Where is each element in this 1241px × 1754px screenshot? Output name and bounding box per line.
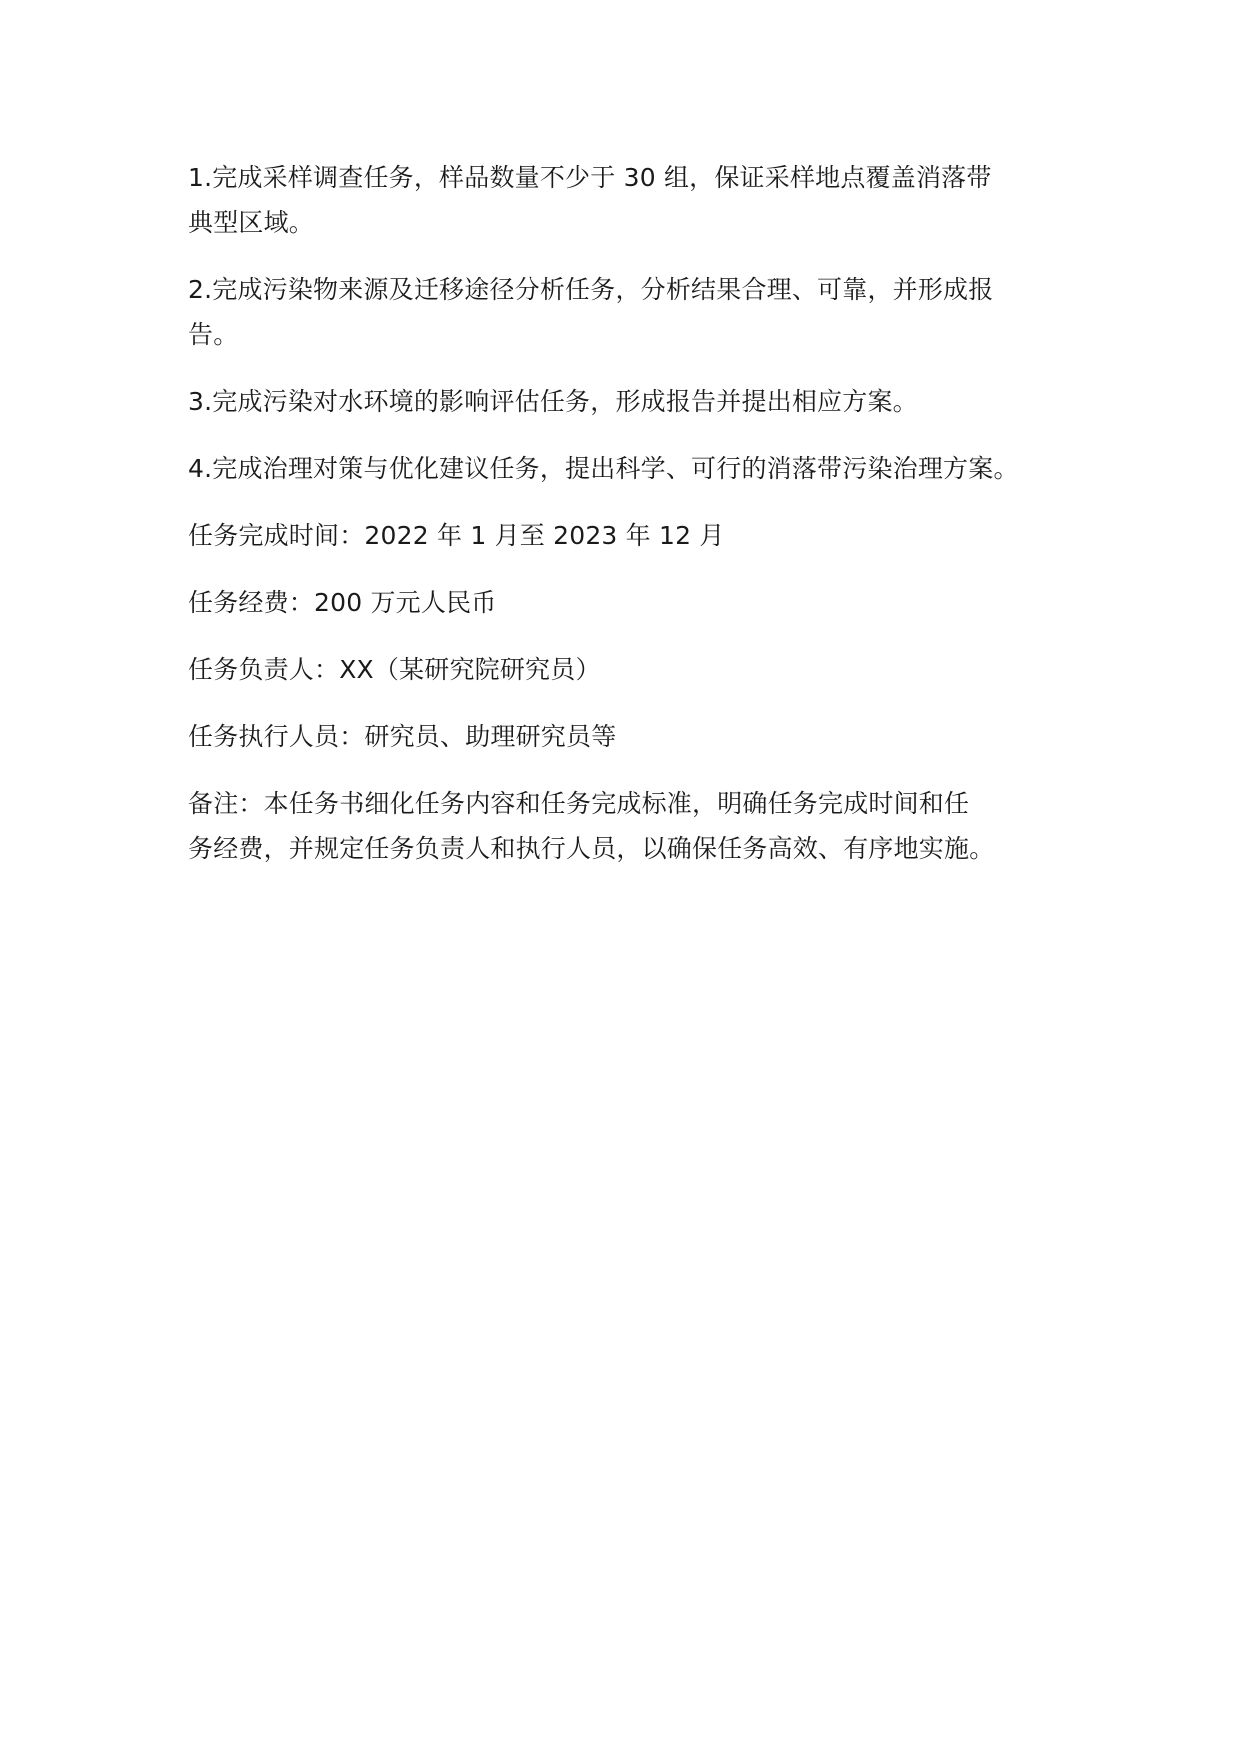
task-item-1: [188, 155, 1068, 245]
text-line: 任务完成时间：2022 年 1 月至 2023 年 12 月: [188, 521, 725, 550]
task-item-3: [188, 379, 1068, 424]
text-line: 任务经费：200 万元人民币: [188, 588, 497, 617]
task-item-2: [188, 267, 1068, 357]
text-line: 2.完成污染物来源及迁移途径分析任务，分析结果合理、可靠，并形成报: [188, 275, 994, 304]
text-line: 4.完成治理对策与优化建议任务，提出科学、可行的消落带污染治理方案。: [188, 454, 1019, 483]
text-line: 典型区域。: [188, 208, 315, 237]
task-item-4: [188, 446, 1068, 491]
task-leader: [188, 647, 1068, 692]
document-body: [188, 155, 1068, 893]
text-line: 告。: [188, 320, 239, 349]
text-line: 任务负责人：XX（某研究院研究员）: [188, 655, 601, 684]
task-budget: [188, 580, 1068, 625]
text-line: 备注：本任务书细化任务内容和任务完成标准，明确任务完成时间和任: [188, 789, 970, 818]
text-line: 务经费，并规定任务负责人和执行人员，以确保任务高效、有序地实施。: [188, 834, 995, 863]
task-completion-time: [188, 513, 1068, 558]
text-line: 1.完成采样调查任务，样品数量不少于 30 组，保证采样地点覆盖消落带: [188, 163, 992, 192]
task-remarks: [188, 781, 1068, 871]
text-line: 任务执行人员：研究员、助理研究员等: [188, 722, 617, 751]
task-staff: [188, 714, 1068, 759]
text-line: 3.完成污染对水环境的影响评估任务，形成报告并提出相应方案。: [188, 387, 918, 416]
